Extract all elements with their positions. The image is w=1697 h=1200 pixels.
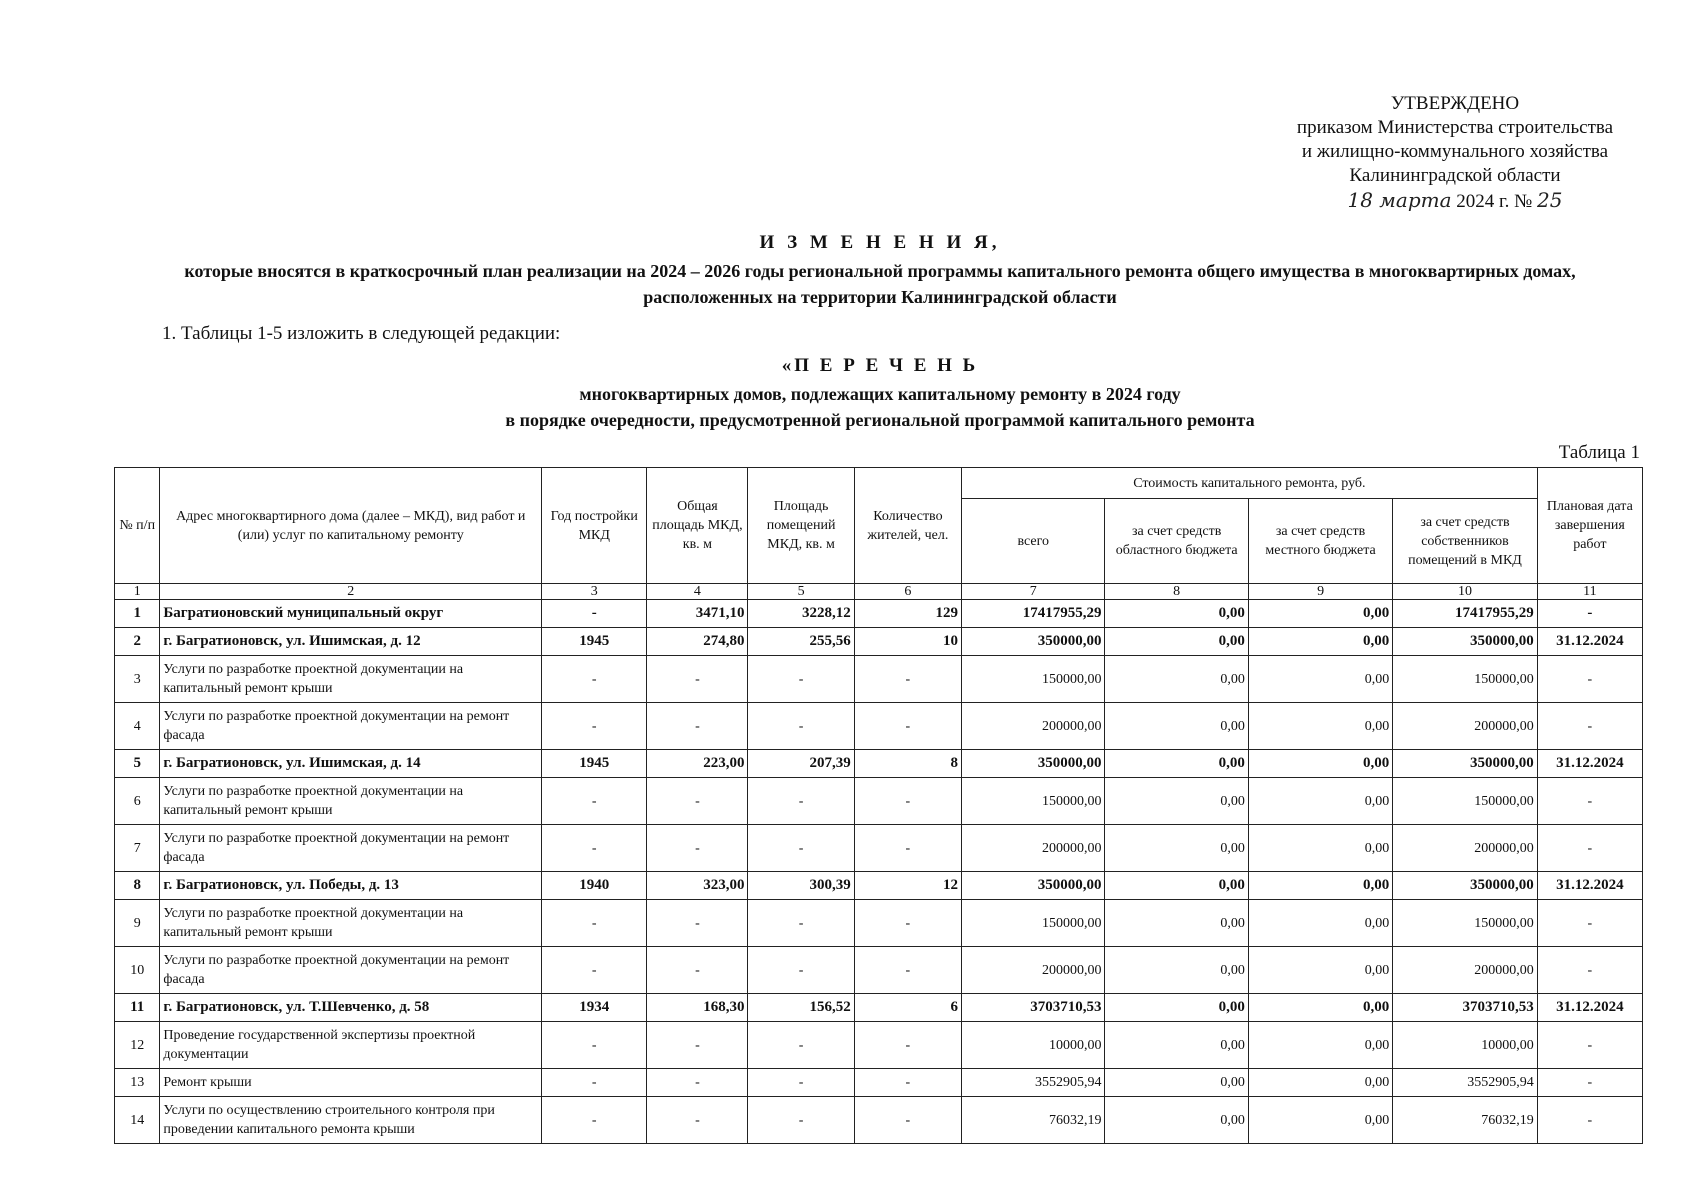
- table-body: [115, 600, 1643, 1144]
- cell-cost-local: 0,00: [1248, 1022, 1392, 1069]
- header-cost-all: всего: [962, 499, 1105, 584]
- header-plan-date: Плановая дата завершения работ: [1537, 468, 1642, 584]
- cell-year: 1945: [542, 628, 647, 656]
- cell-residents: -: [854, 1097, 961, 1144]
- cell-cost-regional: 0,00: [1105, 872, 1248, 900]
- cell-plan-date: -: [1537, 900, 1642, 947]
- cell-cost-all: 17417955,29: [962, 600, 1105, 628]
- cell-plan-date: -: [1537, 656, 1642, 703]
- table-row: [115, 994, 1643, 1022]
- cell-room-area: -: [748, 778, 854, 825]
- cell-num: 5: [115, 750, 160, 778]
- cell-residents: -: [854, 900, 961, 947]
- cell-cost-owners: 3703710,53: [1393, 994, 1537, 1022]
- cell-total-area: 3471,10: [647, 600, 748, 628]
- cell-cost-owners: 10000,00: [1393, 1022, 1537, 1069]
- cell-cost-all: 350000,00: [962, 750, 1105, 778]
- cell-cost-local: 0,00: [1248, 900, 1392, 947]
- cell-year: -: [542, 1097, 647, 1144]
- cell-address: Проведение государственной экспертизы проектной документации: [160, 1022, 542, 1069]
- cell-room-area: -: [748, 1097, 854, 1144]
- cell-cost-regional: 0,00: [1105, 900, 1248, 947]
- cell-total-area: 168,30: [647, 994, 748, 1022]
- cell-cost-owners: 200000,00: [1393, 703, 1537, 750]
- table-row: [115, 600, 1643, 628]
- cell-address: Багратионовский муниципальный округ: [160, 600, 542, 628]
- header-address: Адрес многоквартирного дома (далее – МКД), вид работ и (или) услуг по капитальному ремонту: [160, 468, 542, 584]
- col-number: 1: [115, 584, 160, 600]
- cell-address: Услуги по разработке проектной документации на ремонт фасада: [160, 947, 542, 994]
- cell-num: 7: [115, 825, 160, 872]
- cell-cost-local: 0,00: [1248, 703, 1392, 750]
- header-cost-regional: за счет средств областного бюджета: [1105, 499, 1248, 584]
- cell-cost-owners: 200000,00: [1393, 947, 1537, 994]
- cell-cost-owners: 150000,00: [1393, 778, 1537, 825]
- approved-title: УТВЕРЖДЕНО: [1390, 93, 1520, 114]
- cell-cost-all: 200000,00: [962, 947, 1105, 994]
- cell-plan-date: -: [1537, 825, 1642, 872]
- cell-cost-all: 76032,19: [962, 1097, 1105, 1144]
- cell-total-area: -: [647, 1022, 748, 1069]
- table-row: [115, 1069, 1643, 1097]
- cell-year: 1945: [542, 750, 647, 778]
- cell-year: -: [542, 656, 647, 703]
- header-num: № п/п: [115, 468, 160, 584]
- cell-total-area: -: [647, 656, 748, 703]
- cell-cost-local: 0,00: [1248, 825, 1392, 872]
- cell-cost-owners: 350000,00: [1393, 750, 1537, 778]
- cell-room-area: 300,39: [748, 872, 854, 900]
- cell-address: Услуги по разработке проектной документации на капитальный ремонт крыши: [160, 656, 542, 703]
- cell-cost-owners: 76032,19: [1393, 1097, 1537, 1144]
- col-number: 4: [647, 584, 748, 600]
- cell-plan-date: -: [1537, 1069, 1642, 1097]
- col-number: 7: [962, 584, 1105, 600]
- cell-residents: 6: [854, 994, 961, 1022]
- table-row: [115, 703, 1643, 750]
- cell-residents: 129: [854, 600, 961, 628]
- cell-room-area: -: [748, 900, 854, 947]
- cell-cost-owners: 17417955,29: [1393, 600, 1537, 628]
- cell-residents: -: [854, 656, 961, 703]
- cell-cost-regional: 0,00: [1105, 1022, 1248, 1069]
- cell-total-area: -: [647, 1069, 748, 1097]
- approved-line-2: и жилищно-коммунального хозяйства: [1301, 141, 1609, 162]
- cell-address: Ремонт крыши: [160, 1069, 542, 1097]
- cell-num: 11: [115, 994, 160, 1022]
- cell-cost-owners: 3552905,94: [1393, 1069, 1537, 1097]
- col-number: 5: [748, 584, 854, 600]
- cell-cost-all: 350000,00: [962, 628, 1105, 656]
- cell-cost-regional: 0,00: [1105, 778, 1248, 825]
- col-number: 6: [854, 584, 961, 600]
- table-row: [115, 872, 1643, 900]
- cell-cost-owners: 350000,00: [1393, 872, 1537, 900]
- table-row: [115, 750, 1643, 778]
- cell-cost-all: 3552905,94: [962, 1069, 1105, 1097]
- cell-cost-local: 0,00: [1248, 994, 1392, 1022]
- approval-stamp: [1255, 92, 1655, 214]
- cell-num: 12: [115, 1022, 160, 1069]
- document-title: И З М Е Н Е Н И Я,: [759, 232, 1001, 253]
- cell-year: -: [542, 600, 647, 628]
- table-row: [115, 1097, 1643, 1144]
- cell-total-area: 274,80: [647, 628, 748, 656]
- cell-room-area: -: [748, 825, 854, 872]
- cell-cost-all: 200000,00: [962, 703, 1105, 750]
- cell-plan-date: -: [1537, 600, 1642, 628]
- cell-total-area: -: [647, 778, 748, 825]
- cell-year: -: [542, 1069, 647, 1097]
- cell-address: Услуги по разработке проектной документации на капитальный ремонт крыши: [160, 900, 542, 947]
- repair-table: [114, 467, 1643, 1144]
- cell-cost-owners: 350000,00: [1393, 628, 1537, 656]
- column-number-row: [115, 584, 1643, 600]
- cell-cost-local: 0,00: [1248, 656, 1392, 703]
- cell-cost-owners: 150000,00: [1393, 656, 1537, 703]
- cell-cost-regional: 0,00: [1105, 600, 1248, 628]
- cell-residents: -: [854, 1069, 961, 1097]
- document-subtitle: которые вносятся в краткосрочный план реализации на 2024 – 2026 годы региональной программы капитального ремонта общего имущества в многоквартирных домах, расположенных на территории Калининградской области: [184, 261, 1576, 307]
- header-residents: Количество жителей, чел.: [854, 468, 961, 584]
- cell-room-area: -: [748, 703, 854, 750]
- cell-plan-date: -: [1537, 947, 1642, 994]
- cell-num: 9: [115, 900, 160, 947]
- cell-num: 6: [115, 778, 160, 825]
- header-year: Год постройки МКД: [542, 468, 647, 584]
- col-number: 9: [1248, 584, 1392, 600]
- table-label: Таблица 1: [1558, 442, 1640, 463]
- cell-cost-local: 0,00: [1248, 600, 1392, 628]
- col-number: 3: [542, 584, 647, 600]
- cell-address: г. Багратионовск, ул. Ишимская, д. 14: [160, 750, 542, 778]
- col-number: 10: [1393, 584, 1537, 600]
- header-total-area: Общая площадь МКД, кв. м: [647, 468, 748, 584]
- cell-plan-date: -: [1537, 703, 1642, 750]
- cell-year: -: [542, 1022, 647, 1069]
- cell-residents: -: [854, 703, 961, 750]
- intro-paragraph: 1. Таблицы 1-5 изложить в следующей редакции:: [162, 323, 561, 344]
- cell-total-area: -: [647, 703, 748, 750]
- cell-cost-regional: 0,00: [1105, 947, 1248, 994]
- table-row: [115, 1022, 1643, 1069]
- cell-cost-local: 0,00: [1248, 778, 1392, 825]
- list-subtitle: [115, 381, 1645, 433]
- cell-cost-all: 3703710,53: [962, 994, 1105, 1022]
- cell-cost-all: 150000,00: [962, 900, 1105, 947]
- table-row: [115, 825, 1643, 872]
- cell-num: 4: [115, 703, 160, 750]
- cell-address: г. Багратионовск, ул. Победы, д. 13: [160, 872, 542, 900]
- cell-year: 1940: [542, 872, 647, 900]
- col-number: 8: [1105, 584, 1248, 600]
- header-room-area: Площадь помещений МКД, кв. м: [748, 468, 854, 584]
- approved-year: 2024 г. №: [1456, 191, 1533, 212]
- cell-cost-regional: 0,00: [1105, 656, 1248, 703]
- cell-cost-local: 0,00: [1248, 628, 1392, 656]
- cell-cost-all: 350000,00: [962, 872, 1105, 900]
- cell-cost-regional: 0,00: [1105, 1069, 1248, 1097]
- cell-num: 14: [115, 1097, 160, 1144]
- cell-year: -: [542, 703, 647, 750]
- cell-total-area: -: [647, 825, 748, 872]
- cell-address: Услуги по разработке проектной документации на ремонт фасада: [160, 703, 542, 750]
- cell-year: -: [542, 900, 647, 947]
- col-number: 2: [160, 584, 542, 600]
- cell-cost-all: 150000,00: [962, 778, 1105, 825]
- list-subtitle-line-1: многоквартирных домов, подлежащих капитальному ремонту в 2024 году: [579, 384, 1181, 404]
- cell-total-area: 323,00: [647, 872, 748, 900]
- cell-cost-local: 0,00: [1248, 872, 1392, 900]
- cell-cost-regional: 0,00: [1105, 1097, 1248, 1144]
- cell-num: 13: [115, 1069, 160, 1097]
- table-row: [115, 628, 1643, 656]
- cell-room-area: 3228,12: [748, 600, 854, 628]
- cell-residents: 10: [854, 628, 961, 656]
- cell-year: -: [542, 825, 647, 872]
- cell-address: Услуги по разработке проектной документации на ремонт фасада: [160, 825, 542, 872]
- cell-total-area: -: [647, 1097, 748, 1144]
- col-number: 11: [1537, 584, 1642, 600]
- cell-num: 10: [115, 947, 160, 994]
- cell-room-area: -: [748, 1022, 854, 1069]
- cell-num: 3: [115, 656, 160, 703]
- cell-plan-date: -: [1537, 778, 1642, 825]
- cell-total-area: -: [647, 947, 748, 994]
- cell-room-area: -: [748, 656, 854, 703]
- cell-room-area: -: [748, 947, 854, 994]
- handwritten-date: 18 марта: [1347, 188, 1452, 212]
- cell-address: г. Багратионовск, ул. Т.Шевченко, д. 58: [160, 994, 542, 1022]
- cell-num: 8: [115, 872, 160, 900]
- cell-cost-regional: 0,00: [1105, 994, 1248, 1022]
- cell-cost-local: 0,00: [1248, 1097, 1392, 1144]
- cell-residents: -: [854, 947, 961, 994]
- cell-address: Услуги по осуществлению строительного контроля при проведении капитального ремонта крыши: [160, 1097, 542, 1144]
- table-row: [115, 656, 1643, 703]
- cell-cost-regional: 0,00: [1105, 628, 1248, 656]
- cell-residents: 12: [854, 872, 961, 900]
- cell-residents: 8: [854, 750, 961, 778]
- list-title: «П Е Р Е Ч Е Н Ь: [781, 355, 979, 376]
- list-subtitle-line-2: в порядке очередности, предусмотренной региональной программой капитального ремонта: [505, 410, 1255, 430]
- cell-cost-local: 0,00: [1248, 947, 1392, 994]
- approved-line-1: приказом Министерства строительства: [1296, 117, 1614, 138]
- handwritten-number: 25: [1537, 188, 1563, 212]
- table-row: [115, 900, 1643, 947]
- approved-line-3: Калининградской области: [1349, 165, 1561, 186]
- cell-cost-regional: 0,00: [1105, 750, 1248, 778]
- table-row: [115, 778, 1643, 825]
- cell-residents: -: [854, 778, 961, 825]
- cell-residents: -: [854, 1022, 961, 1069]
- cell-cost-owners: 200000,00: [1393, 825, 1537, 872]
- cell-cost-regional: 0,00: [1105, 703, 1248, 750]
- cell-address: г. Багратионовск, ул. Ишимская, д. 12: [160, 628, 542, 656]
- cell-room-area: 207,39: [748, 750, 854, 778]
- cell-plan-date: -: [1537, 1097, 1642, 1144]
- cell-plan-date: 31.12.2024: [1537, 750, 1642, 778]
- cell-room-area: 156,52: [748, 994, 854, 1022]
- cell-cost-owners: 150000,00: [1393, 900, 1537, 947]
- cell-year: -: [542, 778, 647, 825]
- cell-room-area: -: [748, 1069, 854, 1097]
- cell-cost-all: 10000,00: [962, 1022, 1105, 1069]
- cell-plan-date: 31.12.2024: [1537, 872, 1642, 900]
- cell-cost-local: 0,00: [1248, 750, 1392, 778]
- cell-total-area: 223,00: [647, 750, 748, 778]
- cell-year: 1934: [542, 994, 647, 1022]
- header-cost-group: Стоимость капитального ремонта, руб.: [962, 468, 1538, 499]
- header-cost-owners: за счет средств собственников помещений в МКД: [1393, 499, 1537, 584]
- cell-num: 1: [115, 600, 160, 628]
- cell-plan-date: 31.12.2024: [1537, 994, 1642, 1022]
- cell-plan-date: -: [1537, 1022, 1642, 1069]
- header-cost-local: за счет средств местного бюджета: [1248, 499, 1392, 584]
- cell-room-area: 255,56: [748, 628, 854, 656]
- approved-date-line: [1255, 188, 1655, 214]
- cell-cost-regional: 0,00: [1105, 825, 1248, 872]
- cell-plan-date: 31.12.2024: [1537, 628, 1642, 656]
- cell-cost-local: 0,00: [1248, 1069, 1392, 1097]
- cell-cost-all: 150000,00: [962, 656, 1105, 703]
- cell-residents: -: [854, 825, 961, 872]
- cell-total-area: -: [647, 900, 748, 947]
- cell-num: 2: [115, 628, 160, 656]
- cell-year: -: [542, 947, 647, 994]
- cell-address: Услуги по разработке проектной документации на капитальный ремонт крыши: [160, 778, 542, 825]
- cell-cost-all: 200000,00: [962, 825, 1105, 872]
- table-row: [115, 947, 1643, 994]
